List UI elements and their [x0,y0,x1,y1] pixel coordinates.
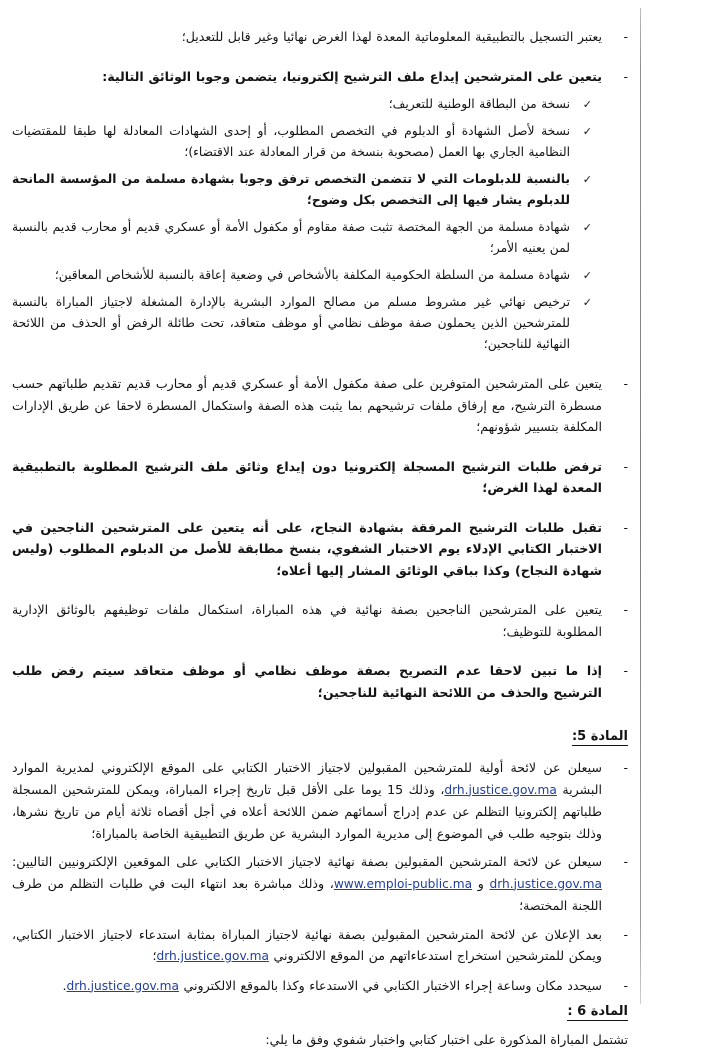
sub-list-item [12,94,592,115]
list-item [12,599,628,642]
sub-list-item [12,169,592,211]
check-bullet-icon: ✓ [582,125,592,138]
dash-bullet-icon: - [623,602,628,617]
list-item-text [12,924,602,968]
sub-list-item [12,121,592,163]
check-bullet-icon: ✓ [582,296,592,309]
link-drh-justice[interactable]: drh.justice.gov.ma [444,782,557,797]
text-part: . [62,977,67,993]
dash-bullet-icon: - [623,376,628,391]
list-item [12,26,628,48]
dash-bullet-icon: - [623,663,628,678]
link-drh-justice[interactable]: drh.justice.gov.ma [489,876,602,891]
link-drh-justice[interactable]: drh.justice.gov.ma [156,949,269,963]
list-item-text: يتعين على المترشحين الناجحين بصفة نهائية في هذه المباراة، استكمال ملفات توظيفهم بالوثائق الإدارية المطلوبة للتوظيف؛ [12,602,602,639]
dash-bullet-icon: - [623,760,628,775]
link-separator: و [472,875,490,891]
list-item [12,517,628,582]
list-item-text [12,975,602,998]
list-item [12,975,628,998]
dash-bullet-icon: - [623,68,628,84]
list-item [12,373,628,438]
list-item-text: إذا ما تبين لاحقا عدم التصريح بصفة موظف نظامي أو موظف متعاقد سيتم رفض طلب الترشيح والحذف من اللائحة النهائية للناجحين؛ [12,663,602,700]
list-item-text [12,757,602,844]
text-part: سيعلن عن لائحة أولية للمترشحين المقبولين لاجتياز الاختبار الكتابي على الموقع الإلكتروني لمديرية الموارد البشرية [12,760,602,797]
sub-list-item-text: ترخيص نهائي غير مشروط مسلم من مصالح الموارد البشرية بالإدارة المشغلة لاجتياز المباراة بالنسبة للمترشحين الذين يحملون صفة موظف نظامي أو موظف متعاقد، تحت طائلة الرفض أو الحذف من اللائحة النهائية للناجحين؛ [12,295,570,351]
link-drh-justice[interactable]: drh.justice.gov.ma [66,978,180,993]
list-item [12,66,628,88]
text-part: ، وذلك مباشرة بعد انتهاء البت في طلبات التظلم من طرف اللجنة المختصة؛ [12,875,602,913]
article-5-title: المادة 5: [571,729,628,744]
dash-bullet-icon: - [623,519,628,535]
dash-bullet-icon: - [623,926,628,942]
check-bullet-icon: ✓ [582,221,592,234]
sub-list-item-text: شهادة مسلمة من السلطة الحكومية المكلفة بالأشخاص في وضعية إعاقة بالنسبة للأشخاص المعاقين؛ [54,268,570,282]
sub-list-item-text: نسخة لأصل الشهادة أو الدبلوم في التخصص المطلوب، أو إحدى الشهادات المعادلة لها طبقا للمقتضيات النظامية الجاري بها العمل (مصحوبة بنسخة من قرار المعادلة عند الاقتضاء)؛ [12,124,570,159]
list-item-text: يعتبر التسجيل بالتطبيقية المعلوماتية المعدة لهذا الغرض نهائيا وغير قابل للتعديل؛ [181,29,602,44]
text-part: ؛ [152,948,157,963]
dash-bullet-icon: - [623,854,628,869]
article-6-title: المادة 6 : [567,1004,628,1019]
page-edge-line [640,8,641,1004]
link-emploi-public[interactable]: www.emploi-public.ma [333,876,473,891]
sub-list-item-text: نسخة من البطاقة الوطنية للتعريف؛ [388,97,570,111]
dash-bullet-icon: - [623,29,628,44]
sub-list-item [12,265,592,286]
list-item [12,924,628,968]
text-part: ، وذلك 15 يوما على الأقل قبل تاريخ إجراء المباراة، ويمكن للمترشحين المسجلة طلباتهم إلكترونيا التظلم عن عدم إدراج أسمائهم ضمن اللائحة أعلاه في أجل أقصاه ثلاثة أيام من تاريخ نشرها، وذلك بتوجيه طلب في الموضوع إلى مديرية الموارد البشرية عن طريق التطبيقية الخاصة بالمباراة؛ [12,781,602,841]
list-item-text [12,851,602,917]
sub-list-item [12,217,592,259]
sub-list-item-text: بالنسبة للدبلومات التي لا تتضمن التخصص ترفق وجوبا بشهادة مسلمة من المؤسسة المانحة للدبلوم يشار فيها إلى التخصص بكل وضوح؛ [12,172,570,207]
list-item [12,660,628,703]
article-6-heading [12,1004,628,1019]
sub-list-item [12,292,592,355]
list-item [12,456,628,499]
list-item [12,757,628,844]
dash-bullet-icon: - [623,458,628,474]
text-part: بعد الإعلان عن لائحة المترشحين المقبولين بصفة نهائية لاجتياز المباراة بمثابة استدعاء لاجتياز الاختبار الكتابي، ويمكن للمترشحين استخراج استدعاءاتهم من الموقع الالكتروني [12,926,602,963]
check-bullet-icon: ✓ [582,269,592,282]
list-item-text: يتعين على المترشحين المتوفرين على صفة مكفول الأمة أو عسكري قديم أو محارب قديم تقديم طلباتهم حسب مسطرة الترشيح، مع إرفاق ملفات ترشيحهم بما يثبت هذه الصفة واستكمال المسطرة لاحقا عن طريق الإدارات المكلفة بتسيير شؤونهم؛ [12,376,602,434]
article-6-intro: تشتمل المباراة المذكورة على اختبار كتابي واختبار شفوي وفق ما يلي: [265,1032,628,1047]
list-item-text: تقبل طلبات الترشيح المرفقة بشهادة النجاح، على أنه يتعين على المترشحين الناجحين في الاختبار الكتابي الإدلاء يوم الاختبار الشفوي، بنسخ مطابقة للأصل من الدبلوم المطلوب (وليس شهادة النجاح) وكذا بباقي الوثائق المشار إليها أعلاه؛ [12,519,602,578]
text-part: سيحدد مكان وساعة إجراء الاختبار الكتابي في الاستدعاء وكذا بالموقع الالكتروني [183,977,602,993]
article-5-heading [12,729,628,744]
text-part: سيعلن عن لائحة المترشحين المقبولين بصفة نهائية لاجتياز الاختبار الكتابي على الموقعين الإلكترونيين التاليين: [12,854,602,869]
list-item-text: يتعين على المترشحين إيداع ملف الترشيح إلكترونيا، يتضمن وجوبا الوثائق التالية: [102,68,602,84]
sub-list-item-text: شهادة مسلمة من الجهة المختصة تثبت صفة مقاوم أو مكفول الأمة أو عسكري قديم أو محارب قديم بالنسبة لمن يعنيه الأمر؛ [12,220,570,255]
document-content [12,26,628,1060]
check-bullet-icon: ✓ [582,173,592,186]
list-item [12,851,628,917]
list-item-text: ترفض طلبات الترشيح المسجلة إلكترونيا دون إيداع وثائق ملف الترشيح المطلوبة بالتطبيقية المعدة لهذا الغرض؛ [12,458,602,495]
check-bullet-icon: ✓ [582,98,592,111]
dash-bullet-icon: - [623,977,628,993]
